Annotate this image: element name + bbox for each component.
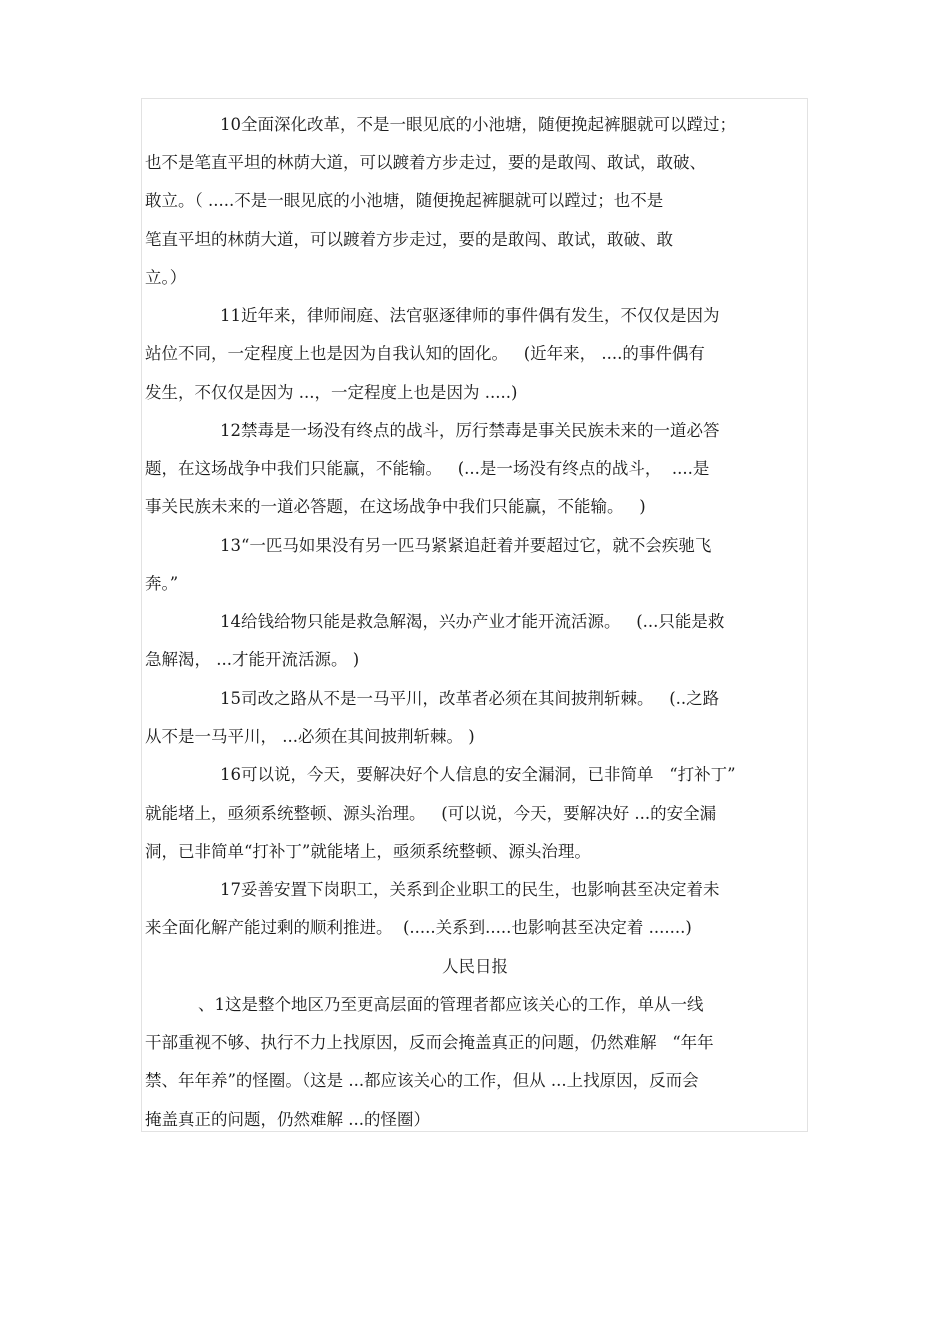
line-9: 12禁毒是一场没有终点的战斗，厉行禁毒是事关民族未来的一道必答 — [220, 421, 720, 440]
line-4: 笔直平坦的林荫大道，可以踱着方步走过，要的是敢闯、敢试，敢破、敢 — [145, 230, 673, 249]
line-21: 17妥善安置下岗职工，关系到企业职工的民生，也影响甚至决定着未 — [220, 880, 720, 899]
line-11: 事关民族未来的一道必答题，在这场战争中我们只能赢，不能输。 ) — [145, 497, 646, 516]
line-6: 11近年来，律师闹庭、法官驱逐律师的事件偶有发生，不仅仅是因为 — [220, 306, 720, 325]
line-24: 、1这是整个地区乃至更高层面的管理者都应该关心的工作，单从一线 — [198, 995, 704, 1014]
line-12: 13“一匹马如果没有另一匹马紧紧追赶着并要超过它，就不会疾驰飞 — [220, 536, 712, 555]
line-22: 来全面化解产能过剩的顺利推进。 (.....关系到.....也影响甚至决定着 .......) — [145, 918, 692, 937]
line-26: 禁、年年养”的怪圈。（这是 ...都应该关心的工作，但从 ...上找原因，反而会 — [145, 1071, 699, 1090]
line-8: 发生，不仅仅是因为 ...，一定程度上也是因为 .....) — [145, 383, 518, 402]
line-2: 也不是笔直平坦的林荫大道，可以踱着方步走过，要的是敢闯、敢试，敢破、 — [145, 153, 706, 172]
line-3: 敢立。（ .....不是一眼见底的小池塘，随便挽起裤腿就可以蹚过；也不是 — [145, 191, 664, 210]
line-17: 从不是一马平川， ...必须在其间披荆斩棘。 ) — [145, 727, 475, 746]
line-7: 站位不同，一定程度上也是因为自我认知的固化。 (近年来， ....的事件偶有 — [145, 344, 705, 363]
line-18: 16可以说，今天，要解决好个人信息的安全漏洞，已非简单 “打补丁” — [220, 765, 736, 784]
line-15: 急解渴， ...才能开流活源。 ) — [145, 650, 360, 669]
line-16: 15司改之路从不是一马平川，改革者必须在其间披荆斩棘。 (..之路 — [220, 689, 720, 708]
line-20: 洞，已非简单“打补丁”就能堵上，亟须系统整顿、源头治理。 — [145, 842, 591, 861]
section-heading: 人民日报 — [442, 957, 508, 976]
line-10: 题，在这场战争中我们只能赢，不能输。 (...是一场没有终点的战斗， ....是 — [145, 459, 710, 478]
line-27: 掩盖真正的问题，仍然难解 ...的怪圈） — [145, 1110, 430, 1129]
line-1: 10全面深化改革，不是一眼见底的小池塘，随便挽起裤腿就可以蹚过； — [220, 115, 736, 134]
line-14: 14给钱给物只能是救急解渴，兴办产业才能开流活源。 (...只能是救 — [220, 612, 725, 631]
line-13: 奔。” — [145, 574, 179, 593]
line-5: 立。） — [145, 268, 187, 287]
line-25: 干部重视不够、执行不力上找原因，反而会掩盖真正的问题，仍然难解 “年年 — [145, 1033, 714, 1052]
line-19: 就能堵上，亟须系统整顿、源头治理。 (可以说，今天，要解决好 ...的安全漏 — [145, 804, 717, 823]
